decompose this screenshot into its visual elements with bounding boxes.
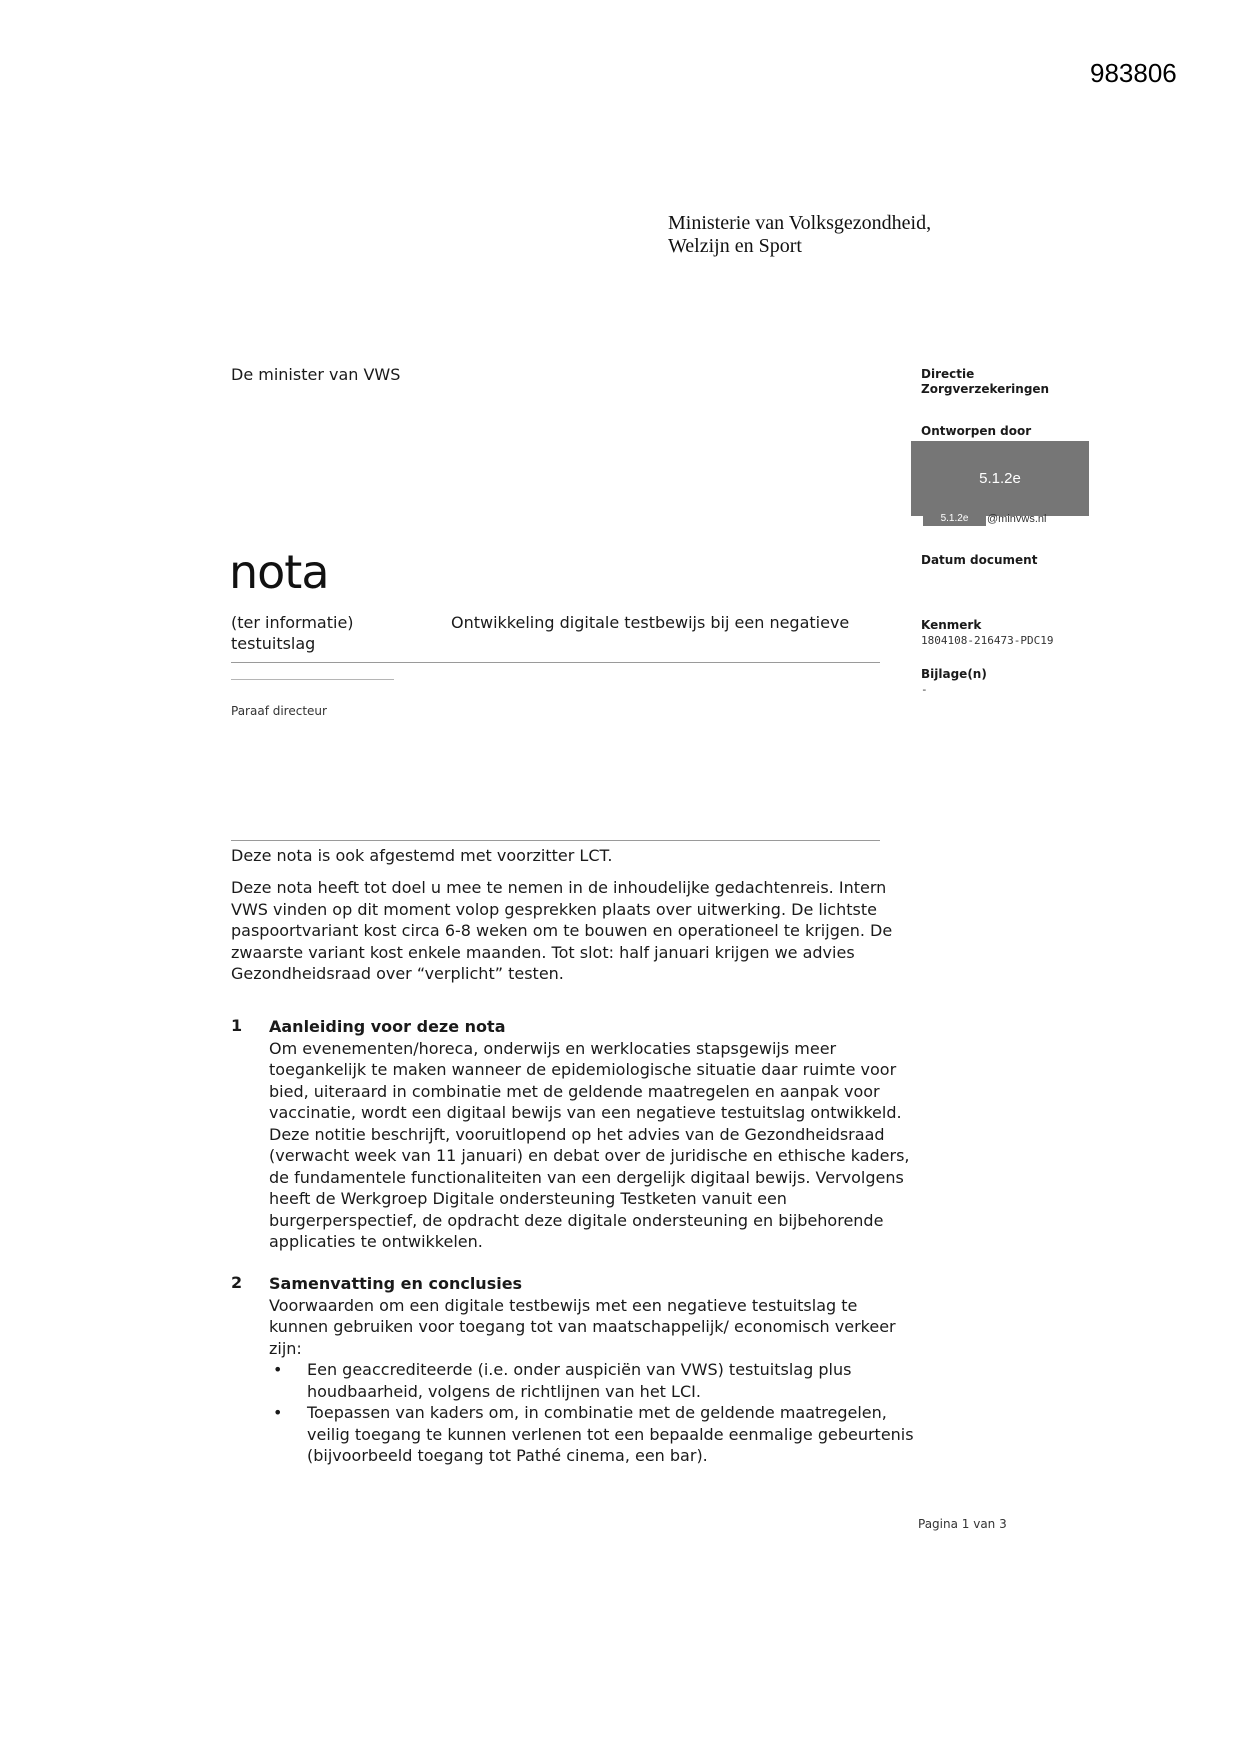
list-item xyxy=(269,1359,919,1402)
list-item xyxy=(269,1402,919,1467)
divider xyxy=(231,840,880,841)
bijlage-label: Bijlage(n) xyxy=(921,667,987,681)
sidebar-directie xyxy=(921,367,1049,397)
list-item-text: Toepassen van kaders om, in combinatie met de geldende maatregelen, veilig toegang te kunnen verlenen tot een bepaalde eenmalige gebeurtenis (bijvoorbeeld toegang tot Pathé cinema, een bar). xyxy=(307,1403,914,1465)
logo-line-1: Ministerie van Volksgezondheid, xyxy=(668,212,932,234)
section-1 xyxy=(269,1016,919,1253)
directie-label: Directie xyxy=(921,367,975,381)
email-redaction: 5.1.2e xyxy=(923,511,986,526)
section-text: Voorwaarden om een digitale testbewijs met een negatieve testuitslag te kunnen gebruiken voor toegang tot van maatschappelijk/ economisch verkeer zijn: xyxy=(269,1295,896,1358)
section-text: Om evenementen/horeca, onderwijs en werklocaties stapsgewijs meer toegankelijk te maken wanneer de epidemiologische situatie daar ruimte voor bied, uiteraard in combinatie met de geldende maatregelen en aanpak voor vaccinatie, wordt een digitaal bewijs van een negatieve testuitslag ontwikkeld. Deze notitie beschrijft, vooruitlopend op het advies van de Gezondheidsraad (verwacht week van 11 januari) en debat over de juridische en ethische kaders, de fundamentele functionaliteiten van een dergelijk digitaal bewijs. Vervolgens heeft de Werkgroep Digitale ondersteuning Testketen vanuit een burgerperspectief, de opdracht deze digitale ondersteuning en bijbehorende applicaties te ontwikkelen. xyxy=(269,1038,910,1251)
redaction-block xyxy=(911,441,1089,516)
nota-subject: Ontwikkeling digitale testbewijs bij een negatieve xyxy=(451,613,850,632)
ministry-logo xyxy=(668,212,931,258)
directie-value: Zorgverzekeringen xyxy=(921,382,1050,396)
bullet-icon: • xyxy=(273,1403,283,1422)
bijlage-value: - xyxy=(921,683,928,696)
sidebar-datum xyxy=(921,553,1037,568)
bullet-icon: • xyxy=(273,1360,283,1379)
page-title: nota xyxy=(229,545,329,599)
section-number: 1 xyxy=(231,1016,243,1035)
intro-text: Deze nota is ook afgestemd met voorzitter LCT. xyxy=(231,846,613,865)
datum-label: Datum document xyxy=(921,553,1038,567)
kenmerk-label: Kenmerk xyxy=(921,618,982,632)
intro-paragraph-2 xyxy=(231,877,911,985)
section-title: Aanleiding voor deze nota xyxy=(269,1017,506,1036)
ontworpen-label: Ontworpen door xyxy=(921,424,1032,438)
intro-paragraph-1 xyxy=(231,845,911,867)
section-title: Samenvatting en conclusies xyxy=(269,1274,523,1293)
kenmerk-value: 1804108-216473-PDC19 xyxy=(921,634,1054,647)
nota-type xyxy=(231,612,354,654)
paraaf-label: Paraaf directeur xyxy=(231,704,327,718)
section-number: 2 xyxy=(231,1273,243,1292)
redaction-code: 5.1.2e xyxy=(979,470,1021,487)
sidebar-bijlage xyxy=(921,667,987,697)
nota-type-line-2: testuitslag xyxy=(231,634,316,653)
divider xyxy=(231,662,880,663)
sidebar-ontworpen xyxy=(921,424,1031,439)
section-2 xyxy=(269,1273,919,1467)
nota-type-line-1: (ter informatie) xyxy=(231,613,354,632)
logo-line-2: Welzijn en Sport xyxy=(668,235,802,257)
sidebar-kenmerk xyxy=(921,618,1053,648)
list-item-text: Een geaccrediteerde (i.e. onder auspiciën van VWS) testuitslag plus houdbaarheid, volgens de richtlijnen van het LCI. xyxy=(307,1360,852,1401)
document-number: 983806 xyxy=(1090,58,1177,88)
email-domain: @minvws.nl xyxy=(987,513,1047,525)
signature-line xyxy=(231,679,394,680)
addressee: De minister van VWS xyxy=(231,365,401,384)
intro-text: Deze nota heeft tot doel u mee te nemen in de inhoudelijke gedachtenreis. Intern VWS vinden op dit moment volop gesprekken plaats over uitwerking. De lichtste paspoortvariant kost circa 6-8 weken om te bouwen en operationeel te krijgen. De zwaarste variant kost enkele maanden. Tot slot: half januari krijgen we advies Gezondheidsraad over “verplicht” testen. xyxy=(231,878,893,983)
bullet-list xyxy=(269,1359,919,1467)
page-footer: Pagina 1 van 3 xyxy=(918,1517,1007,1531)
